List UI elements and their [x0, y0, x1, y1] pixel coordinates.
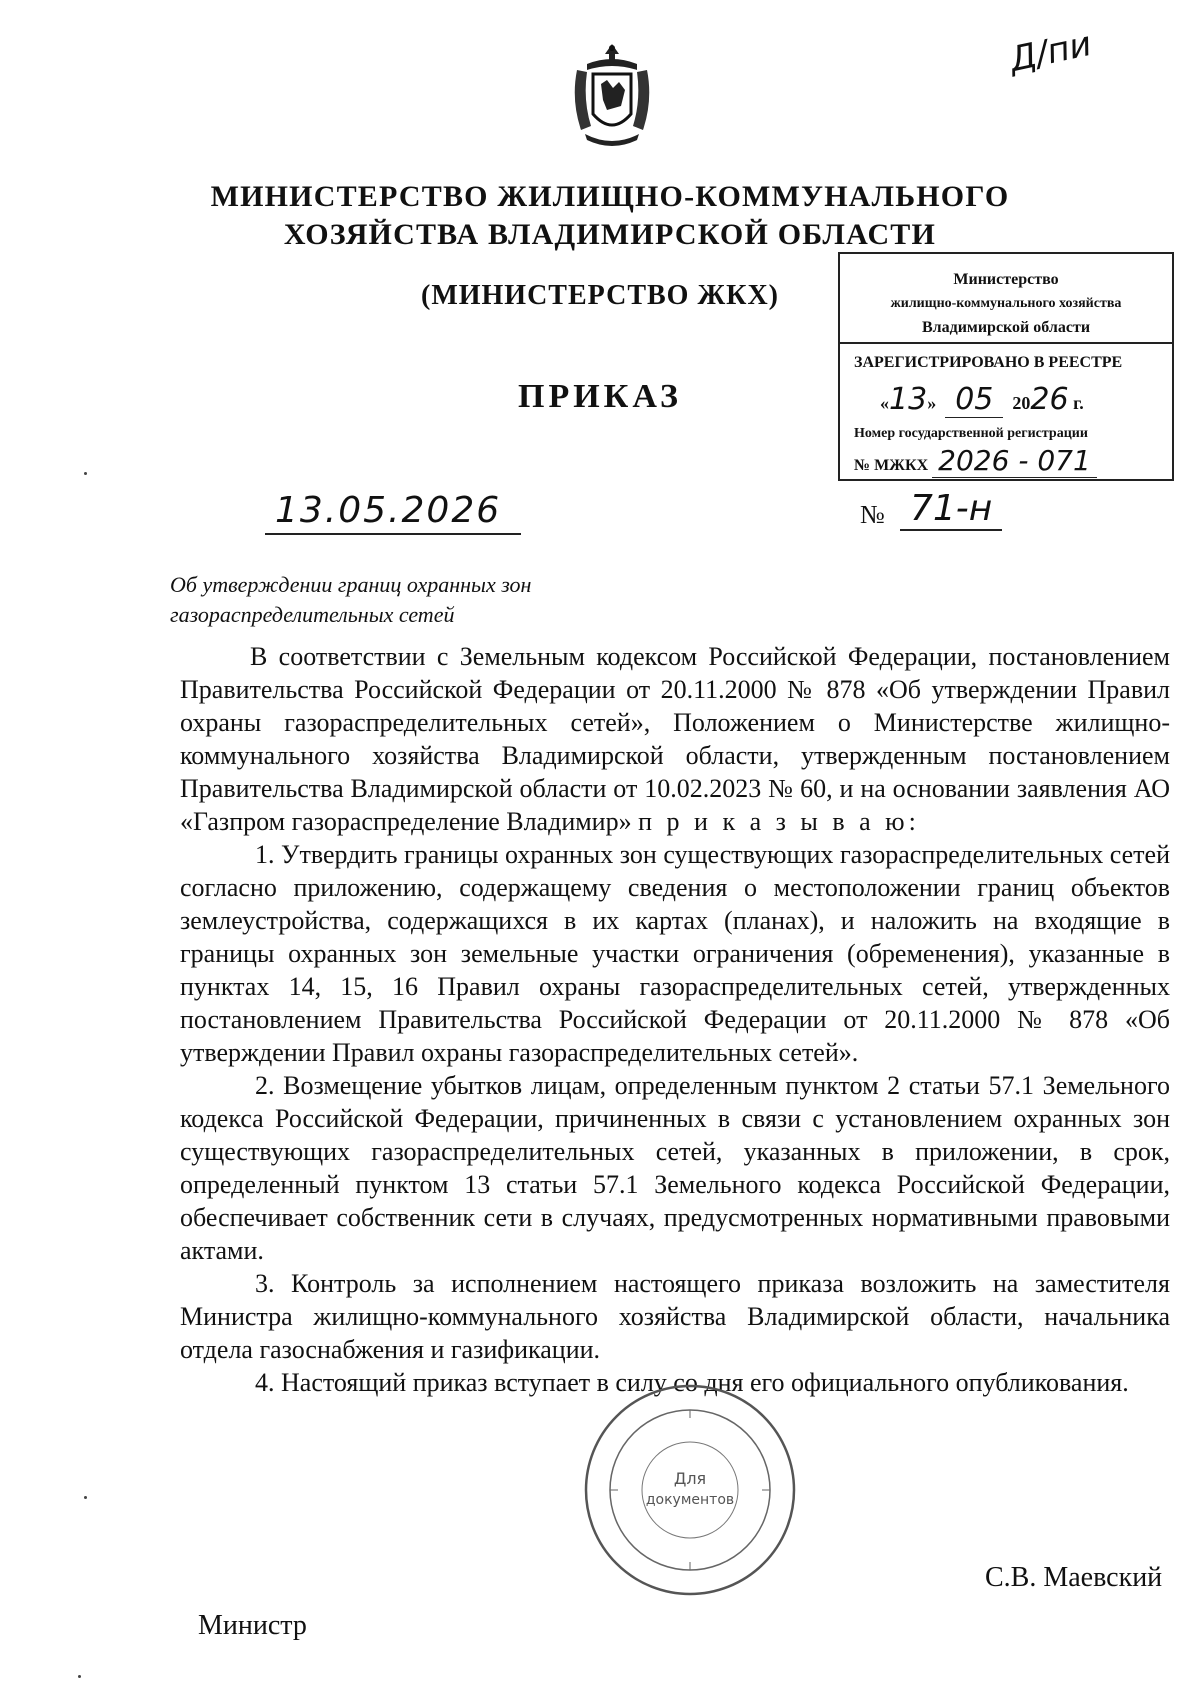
subject-line1: Об утверждении границ охранных зон [170, 572, 532, 597]
stamp-reg-number-label: Номер государственной регистрации [854, 426, 1088, 441]
stamp-org-line1: Министерство [953, 271, 1059, 288]
stamp-org-line2: жилищно-коммунального хозяйства [890, 296, 1122, 311]
ministry-name-line2: ХОЗЯЙСТВА ВЛАДИМИРСКОЙ ОБЛАСТИ [283, 218, 937, 251]
order-title: ПРИКАЗ [518, 378, 682, 415]
ministry-name [150, 178, 1070, 254]
stamp-registered-label: ЗАРЕГИСТРИРОВАНО В РЕЕСТРЕ [854, 354, 1123, 371]
order-item-2: 2. Возмещение убытков лицам, определенным пунктом 2 статьи 57.1 Земельного кодекса Российской Федерации, причиненных в связи с установлением охранных зон существующих газораспределительных сетей, указанных в приложении, в срок, определенный пунктом 13 статьи 57.1 Земельного кодекса Российской Федерации, обеспечивает собственник сети в случаях, предусмотренных нормативными правовыми актами. [180, 1071, 1170, 1265]
stamp-reg-day: 13 [889, 382, 928, 417]
seal-center-line1: Для [673, 1469, 707, 1488]
signature-title: Министр [198, 1610, 307, 1641]
stamp-reg-number-value: 2026 - 071 [932, 444, 1097, 478]
order-body [180, 640, 1170, 1399]
seal-center-line2: документов [645, 1492, 735, 1508]
stamp-reg-date-suffix: г. [1073, 393, 1084, 413]
preamble-paragraph [180, 640, 1170, 838]
preamble-text: В соответствии с Земельным кодексом Российской Федерации, постановлением Правительства Российской Федерации от 20.11.2000 № 878 «Об утверждении Правил охраны газораспределительных сетей», Положением о Министерстве жилищно-коммунального хозяйства Владимирской области, утвержденным постановлением Правительства Владимирской области от 10.02.2023 № 60, и на основании заявления АО «Газпром газораспределение Владимир» [180, 642, 1170, 836]
signature-name: С.В. Маевский [985, 1562, 1163, 1593]
scan-speck [78, 1675, 81, 1678]
preamble-decree-word: п р и к а з ы в а ю: [638, 807, 920, 836]
stamp-reg-number [854, 444, 1097, 477]
stamp-reg-number-prefix: № МЖКХ [854, 457, 929, 474]
order-item-4: 4. Настоящий приказ вступает в силу со дня его официального опубликования. [255, 1368, 1129, 1397]
order-number: 71-н [900, 488, 1002, 531]
coat-of-arms-emblem [567, 40, 657, 150]
corner-handwritten-mark: Д/пи [1006, 23, 1095, 81]
order-item-1: 1. Утвердить границы охранных зон существующих газораспределительных сетей согласно приложению, содержащему сведения о местоположении границ объектов землеустройства, содержащихся в их картах (планах), и наложить на входящие в границы охранных зон земельные участки ограничения (обременения), указанные в пунктах 14, 15, 16 Правил охраны газораспределительных сетей, утвержденных постановлением Правительства Российской Федерации от 20.11.2000 № 878 «Об утверждении Правил охраны газораспределительных сетей». [180, 840, 1170, 1067]
registration-stamp [838, 252, 1174, 481]
stamp-org-line3: Владимирской области [921, 319, 1091, 336]
order-date: 13.05.2026 [265, 490, 521, 535]
scan-speck [84, 472, 87, 475]
ministry-name-line1: МИНИСТЕРСТВО ЖИЛИЩНО-КОММУНАЛЬНОГО [210, 180, 1010, 213]
stamp-reg-year-suffix: 26 [1030, 382, 1069, 417]
stamp-reg-date: «13» 05 2026 г. [880, 382, 1084, 417]
registration-stamp-org [840, 254, 1172, 344]
scan-speck [84, 1496, 87, 1499]
subject-line2: газораспределительных сетей [170, 602, 455, 627]
ministry-short-name: (МИНИСТЕРСТВО ЖКХ) [421, 280, 779, 311]
round-seal [580, 1380, 800, 1600]
order-number-label: № [860, 500, 885, 529]
stamp-reg-month: 05 [945, 382, 1003, 418]
stamp-reg-year-prefix: 20 [1012, 393, 1031, 413]
order-subject [170, 570, 600, 630]
order-item-3: 3. Контроль за исполнением настоящего приказа возложить на заместителя Министра жилищно-коммунального хозяйства Владимирской области, начальника отдела газоснабжения и газификации. [180, 1269, 1170, 1364]
